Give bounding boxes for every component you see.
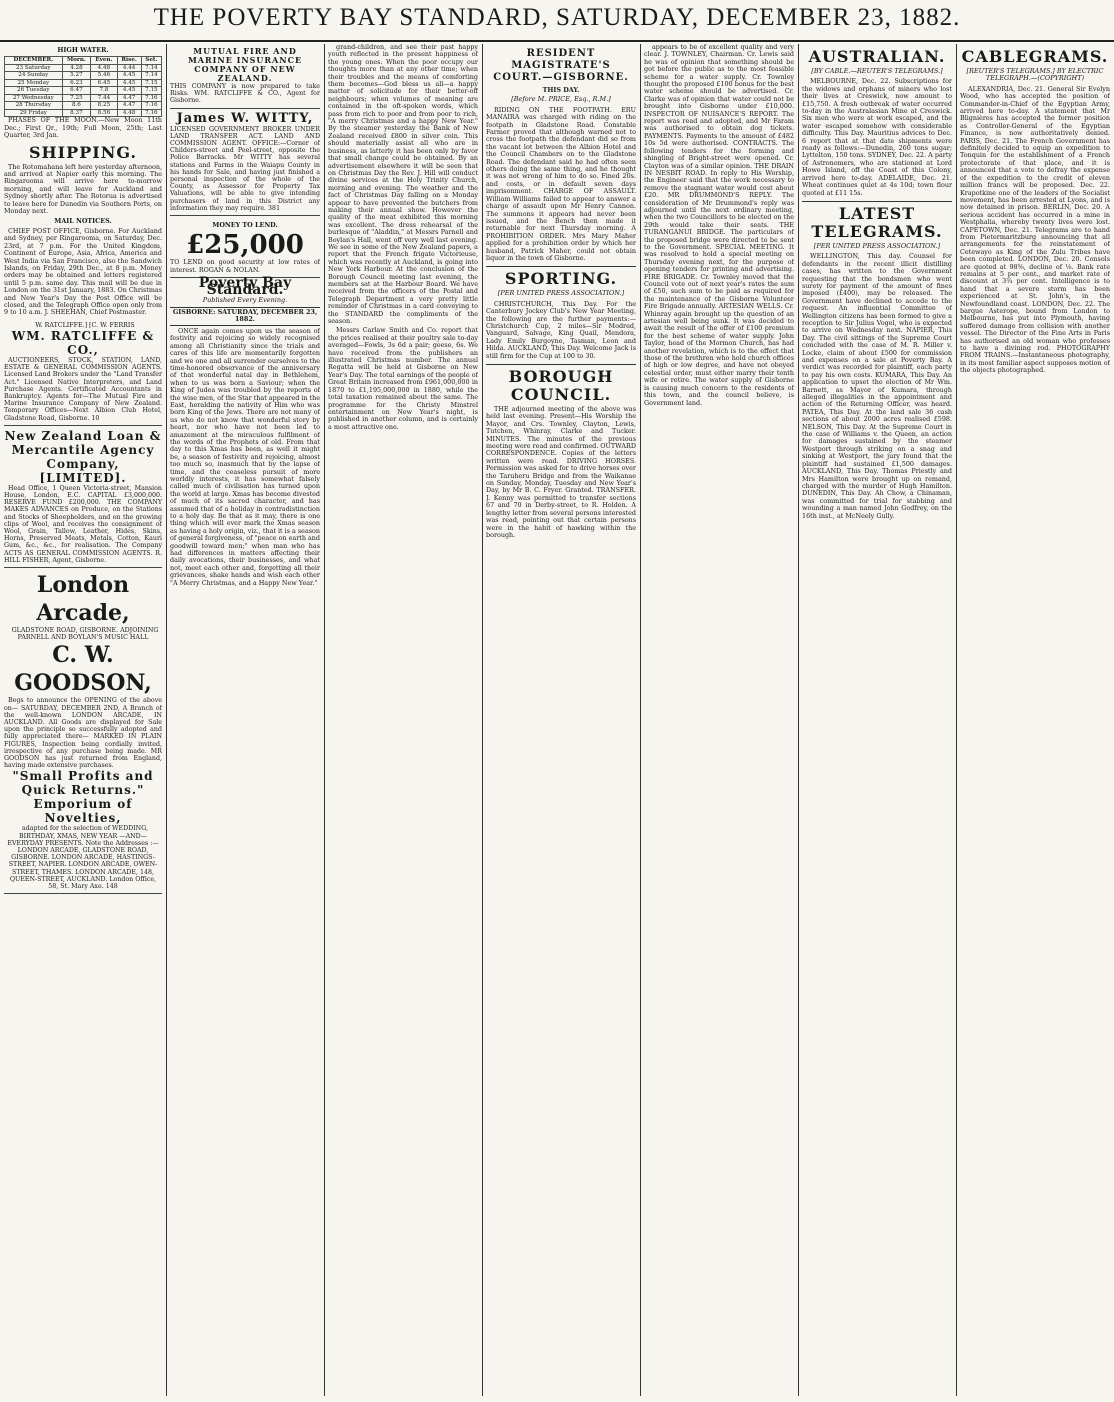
tide-cell: 4.28 xyxy=(62,64,91,72)
tide-cell: 5.46 xyxy=(91,72,117,80)
goodson-text: Begs to announce the OPENING of the above on— SATURDAY, DECEMBER 2ND, A Branch of the well-known LONDON ARCADE, IN AUCKLAND. All Goods are displayed for Sale upon the principle so successfully adopted and fully appreciated there— MARKED IN PLAIN FIGURES, Inspection being cordially invited, irrespective of any purchase being made. MR GOODSON has just returned from England, having made extensive purchases. xyxy=(4,697,162,770)
cablegrams-text: ALEXANDRIA, Dec. 21. General Sir Evelyn Wood, who has accepted the position of Commander-in-Chief of the Egyptian Army, arrived here to-day. A statement that Mr Blignières has accepted the former position as Controller-General of the Egyptian Finance, is now authoritatively denied. PARIS, Dec. 21. The French Government has definitely decided to equip an expedition to Tonquin for the establishment of a French protectorate of that place, and it is announced that a vote to defray the expense of the expedition to the credit of eleven million francs will be proposed. Dec. 22. Krapotkine one of the leaders of the Socialist movement, has been arrested at Lyons, and is now detained in prison. BERLIN, Dec. 20. A serious accident has occurred in a mine in Westphalia, whereby twenty lives were lost. CAPETOWN, Dec. 21. Telegrams are to hand from Pietermaritzburg announcing that all arrangements for the reinstatement of Cetewayo as King of the Zulu Tribes have been completed. LONDON, Dec. 20. Consols are quoted at 98⅝, decline of ⅛. Bank rate remains at 5 per cent., and market rate of discount at 3¾ per cent. Intelligence is to hand that a severe storm has been experienced at St. John's, in the Newfoundland coast. LONDON, Dec. 22. The barque Asterope, bound from London to Melbourne, has put into Plymouth, having suffered damage from collision with another vessel. The Director of the Fine Arts in Paris has authorised an old woman who professes to have a divining rod. PHOTOGRAPHY FROM TRAINS.—Instantaneous photography, in its most familiar aspect supposes motion of the objects photographed. xyxy=(960,84,1110,375)
tide-cell: 8.37 xyxy=(62,109,91,117)
money-amount: £25,000 xyxy=(186,230,304,261)
masthead xyxy=(0,0,1114,42)
tide-header-cell: DECEMBER. xyxy=(5,57,63,65)
tide-row xyxy=(5,94,162,102)
tide-table xyxy=(4,56,162,117)
nzloan-name: New Zealand Loan & Mercantile Agency Company, [LIMITED]. xyxy=(4,428,162,485)
tide-row xyxy=(5,72,162,80)
paper-flag: Poverty Bay Standard. xyxy=(198,274,292,299)
goodson-name: C. W. GOODSON, xyxy=(14,642,152,697)
tide-cell: 27 Wednesday xyxy=(5,94,63,102)
column-3 xyxy=(328,44,478,1396)
london-arcade-sub: GLADSTONE ROAD, GISBORNE. ADJOINING PARNELL AND BOYLAN'S MUSIC HALL xyxy=(11,627,159,642)
tide-cell: 7.15 xyxy=(141,79,161,87)
tide-cell: 7.14 xyxy=(141,72,161,80)
ratcliffe-name: WM. RATCLIFFE & CO., xyxy=(11,328,155,357)
column-rule xyxy=(166,44,167,1396)
column-rule xyxy=(482,44,483,1396)
tide-cell: 29 Friday xyxy=(5,109,63,117)
tide-cell: 4.45 xyxy=(117,87,141,95)
tide-cell: 6.23 xyxy=(62,79,91,87)
council-continued: appears to be of excellent quality and very clear. J. TOWNLEY, Chairman. Cr. Lewis said he was of opinion that something should be got before the public as to the most feasible scheme for a water supply. Cr. Townley thought the proposed £100 bonus for the best water scheme should be advertised. Cr. Clarke was of opinion that water could not be brought into Gisborne under £10,000. INSPECTOR OF NUISANCE'S REPORT. The report was read and adopted, and Mr Faram was authorised to obtain dog tickets. PAYMENTS. Payments to the amount of £482 10s 5d were authorised. CONTRACTS. The following tenders for the forming and shingling of Bright-street were opened. Cr. Clayton was of a similar opinion. THE DRAIN IN NESBIT ROAD. In reply to His Worship, the Engineer said that the work necessary to remove the stagnant water would cost about £20. MR DRUMMOND'S REPLY. The consideration of Mr Drummond's reply was adjourned until the next ordinary meeting, when the two Councillors to be elected on the 29th would take their seats. THE TURANGANUI BRIDGE. The particulars of the proposed bridge were directed to be sent to the Government. SPECIAL MEETING. It was resolved to hold a special meeting on Thursday evening next, for the purpose of opening tenders for printing and advertising. FIRE BRIGADE. Cr. Townley moved that the Council vote out of next year's rates the sum of £50, such sum to be paid as required for the maintenance of the Gisborne Volunteer Fire Brigade annually. ARTESIAN WELLS. Cr. Whinray again brought up the question of an artesian well being sunk. It was decided to await the result of the offer of £100 premium for the best scheme of water supply. John Taylor, head of the Mormon Church, has had another revelation, which is to the effect that those of the brethren who hold church offices of high or low degree, and have not obeyed celestial order, must either marry their tenth wife or retire. The water supply of Gisborne is causing much concern to the residents of this town, and the council believe, is Government land. xyxy=(644,44,794,407)
tide-cell: 8.56 xyxy=(91,109,117,117)
tide-cell: 4.48 xyxy=(117,109,141,117)
published-line: Published Every Evening. xyxy=(202,295,288,304)
tide-header-cell: Set. xyxy=(141,57,161,65)
tide-cell: 26 Tuesday xyxy=(5,87,63,95)
borough-text: THE adjourned meeting of the above was held last evening. Present—His Worship the Mayor, and Crs. Townley, Clayton, Lewis, Tutchen, Whinray, Clarke and Tucker. MINUTES. The minutes of the previous meeting were read and confirmed. OUTWARD CORRESPONDENCE. Copies of the letters written were read. DRIVING HORSES. Permission was asked for to drive horses over the Taruheru Bridge and from the Waikanae on Sunday, Monday, Tuesday and New Year's Day, by Mr B. C. Fryer. Granted. TRANSFER. J. Kenny was permitted to transfer sections 67 and 70 in Derby-street, to R. Holden. A lengthy letter from several persons interested was read, pointing out that certain persons were in the habit of hawking within the borough. xyxy=(486,405,636,539)
tide-cell: 7.15 xyxy=(141,87,161,95)
editorial-text: ONCE again comes upon us the season of festivity and rejoicing so widely recognised among all Christianity since the trials and cares of this life are momentarily forgotten and we one and all surrender ourselves to the time-honored observance of the anniversary of that wonderful natal day in Bethlehem, when to us was born a Saviour; when the King of Judea was troubled by the reports of the wise men, of the Star that appeared in the East, heralding the nativity of Him who was born King of the Jews. There are not many of us who do not know that wonderful story by heart, nor who have not been led to amazement at the miraculous fulfilment of the words of the Prophets of old. From that day to this Xmas has been, as well it might be, a season of festivity and rejoicing, almost too much so, inasmuch that by the lapse of time, and the ceaseless pursuit of more worldly interests, it has somewhat falsely called much of civilisation has turned upon the world at large. Xmas has become divested of much of its sacred character, and has assumed that of a holiday in contradistinction to a holy day. Be that as it may, there is one thing which will ever mark the Xmas season as having a holy origin, viz., that it is a season of general forgiveness, of "peace on earth and goodwill toward men;" when man who has had differences in matters affecting their daily avocations, their businesses, and what not, meet each other and, forgetting all their grievances, shake hands and wish each other "A Merry Christmas, and a Happy New Year." xyxy=(170,326,320,587)
sporting-title: SPORTING. xyxy=(486,266,636,288)
column-1 xyxy=(4,44,162,1396)
mail-title: MAIL NOTICES. xyxy=(54,217,112,226)
court-before: [Before M. PRICE, Esq., R.M.] xyxy=(511,95,611,104)
tide-header-cell: Even. xyxy=(91,57,117,65)
tide-cell: 4.44 xyxy=(117,64,141,72)
column-7 xyxy=(960,44,1110,1396)
tide-header-cell: Morn. xyxy=(62,57,91,65)
tide-row xyxy=(5,102,162,110)
mail-text: CHIEF POST OFFICE, Gisborne. For Auckland and Sydney, per Ringarooma, on Saturday, Dec. 23rd, at 7 p.m. For the United Kingdom, Continent of Europe, Asia, Africa, America and West India via San Francisco, also the Sandwich Islands, on Friday, 29th Dec., at 8 p.m. Money orders may be obtained and letters registered until 5 p.m. same day. This mail will be due in London on the 31st January, 1883. On Christmas and New Year's Day the Post Office will be closed, and the Telegraph Office open only from 9 to 10 a.m. J. SHEEHAN, Chief Postmaster. xyxy=(4,226,162,317)
editorial-continued-2: Messrs Carlaw Smith and Co. report that the prices realised at their poultry sale to-day averaged—Fowls, 3s 6d a pair; geese, 6s. We have received from the publishers an illustrated Christmas number. The annual Regatta will be held at Gisborne on New Year's Day. The total earnings of the people of Great Britain increased from £961,000,000 in 1870 to £1,195,000,000 in 1880, while the total taxation remained about the same. The programme for the Christy Minstrel entertainment on New Year's night, is published in another column, and is certainly a most attractive one. xyxy=(328,326,478,431)
tide-cell: 24 Sunday xyxy=(5,72,63,80)
london-arcade-name: London Arcade, xyxy=(36,572,130,627)
mutual-name: MUTUAL FIRE AND MARINE INSURANCE COMPANY OF NEW ZEALAND. xyxy=(187,46,303,83)
tide-cell: 25 Monday xyxy=(5,79,63,87)
column-rule xyxy=(324,44,325,1396)
tide-cell: 6.45 xyxy=(91,79,117,87)
nzloan-ad xyxy=(4,426,162,568)
column-5 xyxy=(644,44,794,1396)
australian-sub: [BY CABLE.—REUTER'S TELEGRAMS.] xyxy=(811,67,943,75)
tide-cell: 7.14 xyxy=(141,64,161,72)
london-arcade-ad xyxy=(4,568,162,894)
column-rule xyxy=(956,44,957,1396)
witty-text: LICENSED GOVERNMENT BROKER UNDER LAND TRANSFER ACT. LAND AND COMMISSION AGENT. OFFICE:—Corner of Childers-street and Peel-street, opposite the Police Barracks. Mr WITTY has several stations and Farms in the Waiapu County in his hands for Sale, and having just finished a personal inspection of the whole of the County, as Assessor for Property Tax Valuations, will be able to give intending purchasers of land in this District any information they may require. 381 xyxy=(170,125,320,212)
cablegrams-title: CABLEGRAMS. xyxy=(961,47,1109,66)
court-title: RESIDENT MAGISTRATE'S COURT.—GISBORNE. xyxy=(493,48,629,83)
witty-ad xyxy=(170,109,320,216)
column-rule xyxy=(798,44,799,1396)
moon-phases-note: PHASES OF THE MOON.—New Moon 11th Dec.; First Qr., 19th; Full Moon, 25th; Last Quarter, 3rd Jan. xyxy=(4,116,162,140)
masthead-title: THE POVERTY BAY STANDARD, SATURDAY, DECEMBER 23, 1882. xyxy=(153,4,961,31)
sporting-text: CHRISTCHURCH, This Day. For the Canterbury Jockey Club's New Year Meeting, the following are the further payments:—Christchurch Cup, 2 miles—Sir Modred, Vanguard, Salvage, King Quail, Mendora, Lady Emily Burgoyne, Tasman, Leon and Hilda. AUCKLAND, This Day. Welcome Jack is still firm for the Cup at 100 to 30. xyxy=(486,299,636,360)
tide-cell: 7.44 xyxy=(91,94,117,102)
tide-cell: 7.16 xyxy=(141,94,161,102)
tide-cell: 7.16 xyxy=(141,109,161,117)
column-6 xyxy=(802,44,952,1396)
cablegrams-sub: [REUTER'S TELEGRAMS.] BY ELECTRIC TELEGRAPH.—(COPYRIGHT) xyxy=(966,67,1104,83)
tide-cell: 4.45 xyxy=(117,72,141,80)
tide-cell: 4.47 xyxy=(117,94,141,102)
tide-cell: 4.47 xyxy=(117,102,141,110)
latest-telegrams-title: LATEST TELEGRAMS. xyxy=(802,201,952,241)
money-ad xyxy=(170,216,320,278)
australian-text: MELBOURNE, Dec. 22. Subscriptions for the widows and orphans of miners who lost their lives at Creswick, now amount to £15,750. A fresh outbreak of water occurred to-day in the Australasian Mine at Creswick. Six men who were at work escaped, and the water escaped somehow with considerable difficulty. This Day. Mauritius advices to Dec. 6 report that at that date shipments were ready as follows:—Dunedin, 260 tons sugar; Lyttelton, 150 tons. SYDNEY, Dec. 22. A party of Astronomers, who are stationed at Lord Howe Island, off the Coast of this Colony, arrived here to-day. ADELAIDE, Dec. 21. Wheat continues quiet at 4s 10d; town flour quoted at £11 15s. xyxy=(802,77,952,197)
tide-cell: 23 Saturday xyxy=(5,64,63,72)
column-2 xyxy=(170,44,320,1396)
witty-name: James W. WITTY, xyxy=(176,110,314,126)
tide-cell: 7.16 xyxy=(141,102,161,110)
dateline: GISBORNE: SATURDAY, DECEMBER 23, 1882. xyxy=(170,307,320,326)
ratcliffe-tag: W. RATCLIFFE.] [C. W. FERRIS xyxy=(35,321,135,329)
money-title: MONEY TO LEND. xyxy=(212,221,278,230)
tide-cell: 7.8 xyxy=(91,87,117,95)
shipping-text: The Rotomahana left here yesterday afternoon, and arrived at Napier early this morning. The Ringarooma will arrive here to-morrow morning, and will leave for Auckland and Sydney shortly after. The Rotorua is advertised to leave here for Dunedin via Southern Ports, on Monday next. xyxy=(4,162,162,216)
nzloan-text: Head Office, 1 Queen Victoria-street, Mansion House, London, E.C. CAPITAL £3,000,000. RESERVE FUND £200,000. THE COMPANY MAKES ADVANCES on Produce, on the Stations and Stocks of Sheepholders, and on the growing clips of Wool, and receives the consignment of Wool, Grain, Tallow, Leather, Hides, Skins, Horns, Preserved Meats, Metals, Cotton, Kauri Gum, &c., &c., for realisation. The Company ACTS AS GENERAL COMMISSION AGENTS. R. HILL FISHER, Agent, Gisborne. xyxy=(4,484,162,564)
tide-cell: 5.27 xyxy=(62,72,91,80)
small-profits: "Small Profits and Quick Returns." xyxy=(12,769,154,798)
tide-cell: 28 Thursday xyxy=(5,102,63,110)
court-day: THIS DAY. xyxy=(542,86,580,94)
tide-row xyxy=(5,79,162,87)
shipping-title: SHIPPING. xyxy=(29,142,137,162)
mutual-text: THIS COMPANY is now prepared to take Risks. WM. RATCLIFFE & CO., Agent for Gisborne. xyxy=(170,83,320,105)
tide-cell: 7.25 xyxy=(62,94,91,102)
tide-header-cell: Rise. xyxy=(117,57,141,65)
ratcliffe-ad xyxy=(4,319,162,426)
editorial-continued: grand-children, and see their past happy youth reflected in the present happiness of the young ones. When the poor occupy our thoughts more than at any other time; when their troubles and the means of comforting them becomes—God bless us all—a happy matter of solicitude for their better-off neighbours; when volumes of meaning are contained in the oft-spoken words, which pass from rich to poor and from poor to rich, "A merry Christmas and a happy New Year." By the steamer yesterday the Bank of New Zealand received £800 in silver coin. This should materially assist all who are in business, as latterly it has been only by favor that small change could be obtained. By an advertisement elsewhere it will be seen that on Christmas Day the Rev. J. Hill will conduct divine services at the Holy Trinity Church, morning and evening. The weather and the fact of Christmas Day falling on a Monday appear to have prevented the butchers from making their annual show. However the quality of the meat exhibited this morning was excellent. The dress rehearsal of the burlesque of "Aladdin," at Messrs Parnell and Boylan's Hall, went off very well last evening. We see in some of the New Zealand papers, a report that the French frigate Victorieuse, which was recently at Auckland, is going into New York Harbour. At the conclusion of the Borough Council meeting last evening, the members sat at the Harbour Board. We have received from the officers of the Postal and Telegraph Department a very pretty little reminder of Christmas in a card conveying to the STANDARD the compliments of the season. xyxy=(328,44,478,326)
australian-title: AUSTRALIAN. xyxy=(808,47,946,66)
tide-title: HIGH WATER. xyxy=(57,46,109,54)
latest-telegrams-sub: [PER UNITED PRESS ASSOCIATION.] xyxy=(813,241,941,250)
latest-telegrams-text: WELLINGTON, This day. Counsel for defendants in the recent illicit distilling cases, has written to the Government requesting that the bondsmen who went surety for payment of the amount of fines imposed (£400), may be released. The Government have declined to accede to the request. An influential Committee of Wellington citizens has been formed to give a reception to Sir Julius Vogel, who is expected to arrive on Wednesday next. NAPIER, This Day. The civil sittings of the Supreme Court concluded with the case of M. R. Miller v. Locke, claim of about £500 for commission and expenses on a sale at Poverty Bay. A verdict was recorded for plaintiff, each party to pay his own costs. KUMARA, This Day. An application to upset the election of Mr Wm. Barnett, as Mayor of Kumara, through alleged illegalities in the appointment and action of the Returning Officer, was heard. PATEA, This Day. At the land sale 36 cash sections of about 2000 acres realised £598. NELSON, This Day. At the Supreme Court in the case of Williams v. the Queen, an action for damages sustained by the steamer Westport through striking on a snag and sinking at Westport, the jury found that the plaintiff had sustained £1,500 damages. AUCKLAND, This Day. Thomas Priestly and Mrs Hamilton were brought up on remand, charged with the murder of Hugh Hamilton. DUNEDIN, This Day. Ah Chow, a Chinaman, was committed for trial for stabbing and wounding a man named John Godfrey, on the 16th inst., at McNeely Gully. xyxy=(802,252,952,520)
emporium-text: adapted for the selection of WEDDING, BIRTHDAY, XMAS, NEW YEAR —AND— EVERYDAY PRESENTS. Note the Addresses :— LONDON ARCADE, GLADSTONE ROAD, GISBORNE. LONDON ARCADE, HASTINGS-STREET, NAPIER. LONDON ARCADE, OWEN-STREET, THAMES. LONDON ARCADE, 148, QUEEN-STREET, AUCKLAND. London Office, 58, St. Mary Axe. 148 xyxy=(7,825,159,891)
mutual-ad xyxy=(170,44,320,109)
tide-cell: 6.47 xyxy=(62,87,91,95)
court-text: RIDING ON THE FOOTPATH. ERU MANAIRA was charged with riding on the footpath in Gladstone Road. Constable Farmer proved that although warned not to cross the footpath the defendant did so from the vacant lot between the Albion Hotel and the Council Chambers on to the Gladstone Road. The defendant said he had often seen others doing the same thing, and he thought it was not wrong of him to do so. Fined 20s. and costs, or in default seven days imprisonment. CHARGE OF ASSAULT. William Williams failed to appear to answer a charge of assault upon Mr Henry Cannon. The summons it appears had never been issued, and the Bench then made it returnable for next Thursday morning. A PROHIBITION ORDER. Mrs Mary Maher applied for a prohibition order by which her husband, Patrick Maher, could not obtain liquor in the town of Gisborne. xyxy=(486,105,636,262)
tide-cell: 8.25 xyxy=(91,102,117,110)
sporting-sub: [PER UNITED PRESS ASSOCIATION.] xyxy=(497,289,625,298)
emporium-name: Emporium of Novelties, xyxy=(33,797,133,826)
tide-cell: 4.45 xyxy=(117,79,141,87)
tide-row xyxy=(5,87,162,95)
tide-cell: 4.48 xyxy=(91,64,117,72)
column-4 xyxy=(486,44,636,1396)
borough-title: BOROUGH COUNCIL. xyxy=(486,364,636,404)
column-rule xyxy=(640,44,641,1396)
money-text: TO LEND on good security at low rates of interest. ROGAN & NOLAN. xyxy=(170,259,320,274)
tide-row xyxy=(5,64,162,72)
ratcliffe-text: AUCTIONEERS, STOCK, STATION, LAND, ESTATE & GENERAL COMMISSION AGENTS. Licensed Land Brokers under the "Land Transfer Act." Licensed Native Interpreters, and Land Purchase Agents. Certificated Accountants in Bankruptcy. Agents for—The Mutual Fire and Marine Insurance Company of New Zealand. Temporary Offices—Next Albion Club Hotel, Gladstone Road, Gisborne. 10 xyxy=(4,356,162,422)
tide-cell: 8.6 xyxy=(62,102,91,110)
